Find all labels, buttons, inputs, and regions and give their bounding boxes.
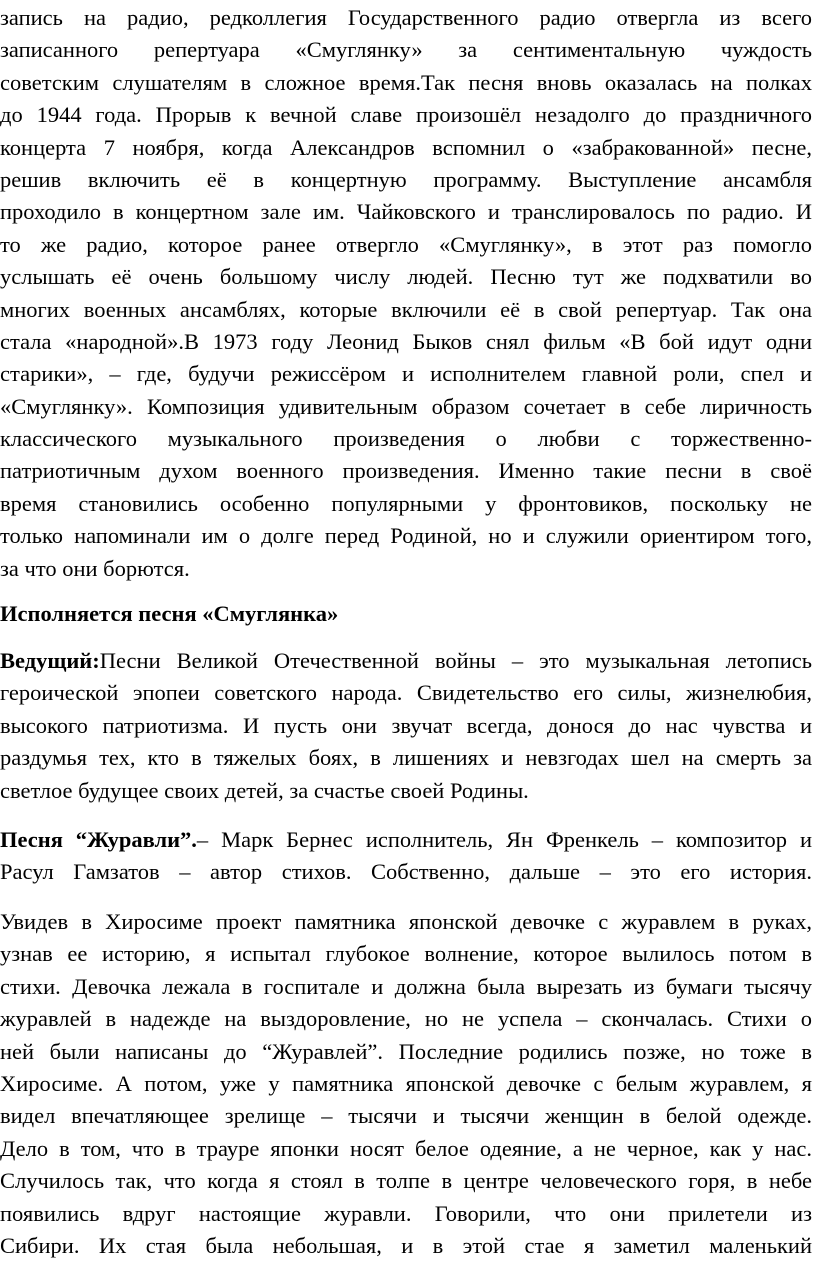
zhuravli-label: Песня “Журавли”. (0, 827, 197, 852)
text-line: время становились особенно популярными у фронтовиков, поскольку не (0, 490, 812, 516)
text-line: узнав ее историю, я испытал глубокое волнение, которое вылилось потом в (0, 941, 812, 967)
text-line: Случилось так, что когда я стоял в толпе в центре человеческого горя, в небе (0, 1168, 812, 1194)
text-line: услышать её очень большому числу людей. Песню тут же подхватили во (0, 264, 812, 290)
text-line: старики», – где, будучи режиссёром и исполнителем главной роли, спел и (0, 361, 812, 387)
text-line: решив включить её в концертную программу. Выступление ансамбля (0, 166, 812, 192)
text-line: за что они борются. (0, 555, 190, 581)
song-heading (0, 598, 812, 630)
text-line: видел впечатляющее зрелище – тысячи и тысячи женщин в белой одежде. (0, 1103, 812, 1129)
text-line: концерта 7 ноября, когда Александров вспомнил о «забракованной» песне, (0, 134, 812, 160)
paragraph-smuglyanka-history (0, 2, 812, 585)
text-line: классического музыкального произведения о любви с торжественно- (0, 426, 812, 452)
text-line: Увидев в Хиросиме проект памятника японской девочке с журавлем в руках, (0, 909, 812, 934)
host-first-line-text: Песни Великой Отечественной войны – это музыкальная летопись (99, 648, 812, 673)
text-line: до 1944 года. Прорыв к вечной славе произошёл незадолго до праздничного (0, 102, 812, 128)
zhuravli-first-line-text: – Марк Бернес исполнитель, Ян Френкель – композитор и (196, 827, 813, 852)
text-line: советским слушателям в сложное время.Так песня вновь оказалась на полках (0, 69, 812, 95)
text-line: появились вдруг настоящие журавли. Говорили, что они прилетели из (0, 1200, 812, 1226)
text-line: многих военных ансамблях, которые включили её в свой репертуар. Так она (0, 296, 812, 322)
host-first-line (0, 645, 812, 677)
text-line: «Смуглянку». Композиция удивительным образом сочетает в себе лиричность (0, 393, 812, 419)
text-line: стала «народной».В 1973 году Леонид Быков снял фильм «В бой идут одни (0, 328, 812, 354)
paragraph-host-speech (0, 645, 812, 807)
text-line: запись на радио, редколлегия Государственного радио отвергла из всего (0, 5, 812, 30)
text-line: проходило в концертном зале им. Чайковского и транслировалось по радио. И (0, 199, 812, 225)
text-line: светлое будущее своих детей, за счастье своей Родины. (0, 777, 529, 803)
text-line: стихи. Девочка лежала в госпитале и должна была вырезать из бумаги тысячу (0, 973, 812, 999)
text-line: записанного репертуара «Смуглянку» за сентиментальную чуждость (0, 37, 812, 63)
zhuravli-first-line (0, 824, 812, 856)
text-line: то же радио, которое ранее отвергло «Смуглянку», в этот раз помогло (0, 231, 812, 257)
text-line: Сибири. Их стая была небольшая, и в этой стае я заметил маленький (0, 1232, 812, 1258)
host-label: Ведущий: (0, 648, 100, 673)
text-line: раздумья тех, кто в тяжелых боях, в лишениях и невзгодах шел на смерть за (0, 745, 812, 771)
text-line: ней были написаны до “Журавлей”. Последние родились позже, но тоже в (0, 1038, 812, 1064)
text-line: только напоминали им о долге перед Родиной, но и служили ориентиром того, (0, 523, 812, 549)
paragraph-zhuravli-intro (0, 824, 812, 889)
text-line: Расул Гамзатов – автор стихов. Собственно, дальше – это его история. (0, 859, 812, 885)
paragraph-hiroshima-story (0, 906, 812, 1262)
text-line: патриотичным духом военного произведения. Именно такие песни в своё (0, 458, 812, 484)
text-line: Хиросиме. А потом, уже у памятника японской девочке с белым журавлем, я (0, 1070, 812, 1096)
text-line: Дело в том, что в трауре японки носят белое одеяние, а не черное, как у нас. (0, 1135, 812, 1161)
song-heading-text: Исполняется песня «Смуглянка» (0, 601, 339, 626)
text-line: героической эпопеи советского народа. Свидетельство его силы, жизнелюбия, (0, 680, 812, 706)
text-line: журавлей в надежде на выздоровление, но не успела – скончалась. Стихи о (0, 1006, 812, 1032)
text-line: высокого патриотизма. И пусть они звучат всегда, донося до нас чувства и (0, 712, 812, 738)
